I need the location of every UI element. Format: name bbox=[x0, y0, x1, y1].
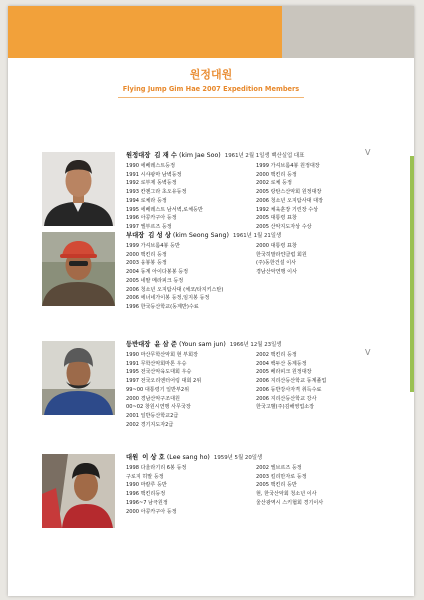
career-line: 구로지 히말 등정 bbox=[126, 473, 164, 480]
member-photo-deputy bbox=[42, 232, 115, 306]
member-birth: 1961년 2월 1일생 백산실업 대표 bbox=[224, 153, 305, 159]
career-line: 2005 베라피크 원정대장 bbox=[256, 369, 312, 376]
portrait-leader bbox=[42, 152, 115, 226]
career-line: 2000 경남산악구조대원 bbox=[126, 395, 180, 402]
page-header bbox=[8, 66, 414, 93]
member-birth: 1961년 1월 21일생 bbox=[232, 233, 282, 239]
career-line: 2001 일반등산학교2급 bbox=[126, 412, 179, 419]
career-line: 2000 맥킨리 등정 bbox=[126, 251, 167, 258]
member-career-right bbox=[256, 351, 396, 412]
member-career-right bbox=[256, 464, 396, 508]
career-line: 1999 가셔브롬4봉 등반 bbox=[126, 243, 180, 249]
career-line: 00~02 창원시연맹 사무국장 bbox=[126, 404, 191, 411]
page-title: 원정대원 bbox=[189, 68, 233, 81]
header-band-grey bbox=[282, 6, 414, 58]
career-line: 2005 네팔 메라피크 등정 bbox=[126, 277, 184, 284]
career-line: 한국히말라얀클럽 회원 bbox=[256, 251, 307, 258]
career-line: 2006 등반강사자격 취득수료 bbox=[256, 386, 322, 393]
member-birth: 1959년 5월 20일생 bbox=[213, 455, 263, 461]
member-info-member bbox=[126, 454, 396, 515]
member-career-left bbox=[126, 464, 256, 516]
side-accent-bar bbox=[410, 156, 414, 392]
career-line: 2000 맥킨리 등정 bbox=[256, 171, 297, 178]
member-heading bbox=[126, 232, 396, 240]
career-line: 1991 무학산악회마톤 우승 bbox=[126, 360, 187, 367]
career-line: 2006 청소년 오지탐사대 (체코/타지키스탄) bbox=[126, 286, 224, 293]
career-line: 2005 맥킨리 등반 bbox=[256, 482, 297, 489]
career-line: 경남산악연맹 이사 bbox=[256, 269, 297, 276]
member-name: 윤 삼 준 bbox=[154, 341, 177, 348]
career-line: 2002 경기지도자2급 bbox=[126, 421, 174, 428]
header-band-orange bbox=[8, 6, 282, 58]
document-page bbox=[8, 6, 414, 596]
member-career-right bbox=[256, 242, 396, 277]
portrait-member bbox=[42, 454, 115, 528]
member-birth: 1966년 12월 23일생 bbox=[229, 342, 282, 348]
career-line: 1995 에베레스트 남서벽,로체등반 bbox=[126, 206, 203, 213]
member-heading bbox=[126, 454, 396, 462]
career-line: 2006 지리산등산학교 강사 bbox=[256, 395, 317, 402]
career-line: 2002 맥킨리 등정 bbox=[256, 352, 297, 358]
career-line: 1993 칸첸그라 초오유등정 bbox=[126, 189, 187, 196]
member-role: 등반대장 bbox=[126, 341, 151, 348]
career-line: 1991 시샤팡마 남벽등정 bbox=[126, 171, 182, 178]
member-info-leader bbox=[126, 152, 396, 230]
member-role: 원정대장 bbox=[126, 152, 151, 159]
career-line: 2003 킬리만자로 등정 bbox=[256, 473, 307, 480]
portrait-climbing-leader bbox=[42, 341, 115, 415]
member-photo-leader bbox=[42, 152, 115, 226]
career-line: 울산광역시 스키협회 경기이사 bbox=[256, 499, 324, 506]
member-photo-member bbox=[42, 454, 115, 528]
career-line: 1992 체육훈장 기린장 수상 bbox=[256, 206, 319, 213]
career-line: 2006 에너네가이봉 등정,임지봉 등정 bbox=[126, 295, 210, 302]
career-line: 1997 전국오리엔터어링 대회 2위 bbox=[126, 378, 202, 385]
career-line: 1994 로체라 등정 bbox=[126, 197, 167, 204]
career-line: 2005 대통령 표창 bbox=[256, 215, 297, 222]
member-career-left bbox=[126, 351, 256, 429]
member-name: 김 성 상 bbox=[148, 232, 171, 239]
career-line: 1996 아콩카구아 등정 bbox=[126, 215, 177, 222]
career-line: 2006 지리산등산학교 동계졸업 bbox=[256, 378, 327, 385]
member-name-en: (Youn sam jun) bbox=[179, 341, 226, 348]
member-role: 부대장 bbox=[126, 232, 145, 239]
career-line: 1992 로부제 동벽등정 bbox=[126, 180, 177, 187]
member-info-deputy bbox=[126, 232, 396, 310]
member-career-left bbox=[126, 162, 256, 232]
career-line: 1999 가셔브롬4봉 원정대장 bbox=[256, 163, 320, 169]
career-line: 2002 로체 등정 bbox=[256, 180, 292, 187]
member-name-en: (Lee sang ho) bbox=[166, 454, 210, 461]
career-line: 한국고벨(주)김해영업소장 bbox=[256, 404, 315, 411]
member-info-climbing-leader bbox=[126, 341, 396, 428]
member-name: 김 재 수 bbox=[154, 152, 177, 159]
career-line: 2002 엘브르즈 등정 bbox=[256, 465, 302, 471]
career-line: 1996 맥킨리등정 bbox=[126, 491, 166, 498]
member-heading bbox=[126, 152, 396, 160]
member-heading bbox=[126, 341, 396, 349]
career-line: 1990 마산무학산악회 현 부회장 bbox=[126, 352, 198, 358]
career-line: 2005 랑탄스산악회 원정대장 bbox=[256, 189, 322, 196]
career-line: 1990 에베레스트등정 bbox=[126, 163, 176, 169]
career-line: 1990 마칼루 등반 bbox=[126, 482, 167, 489]
career-line: 2006 청소년 오지탐사대 대장 bbox=[256, 197, 324, 204]
member-career-right bbox=[256, 162, 396, 232]
check-mark-icon: V bbox=[365, 348, 371, 357]
career-line: 1995 전국산악육도대회 우승 bbox=[126, 369, 192, 376]
portrait-deputy bbox=[42, 232, 115, 306]
career-line: 2003 웅봉봉 등정 bbox=[126, 260, 167, 267]
member-career-left bbox=[126, 242, 256, 312]
career-line: 1998 다울라기리 6봉 등정 bbox=[126, 465, 187, 471]
member-name: 이 상 호 bbox=[142, 454, 165, 461]
check-mark-icon: V bbox=[365, 148, 371, 157]
career-line: 1997 엘부르즈 등정 bbox=[126, 223, 172, 230]
member-name-en: (kim Jae Soo) bbox=[179, 152, 221, 159]
career-line: 2000 대통령 표창 bbox=[256, 243, 297, 249]
career-line: 2004 백두산 동계등정 bbox=[256, 360, 307, 367]
header-divider bbox=[118, 97, 304, 98]
member-role: 대원 bbox=[126, 454, 139, 461]
career-line: 2004 동계 아이다봉봉 등정 bbox=[126, 269, 189, 276]
career-line: 99~00 대통령기 일반부2위 bbox=[126, 386, 190, 393]
member-name-en: (kim Seong Sang) bbox=[172, 232, 229, 239]
page-subtitle: Flying Jump Gim Hae 2007 Expedition Members bbox=[122, 85, 300, 93]
career-line: 2000 아콩카구아 등정 bbox=[126, 508, 177, 515]
career-line: 1996~7 남극원정 bbox=[126, 499, 168, 506]
career-line: 2005 산악지도자상 수상 bbox=[256, 223, 312, 230]
career-line: 1996 한국등산학교(동계반)수료 bbox=[126, 303, 199, 310]
member-photo-climbing-leader bbox=[42, 341, 115, 415]
career-line: 현, 한국산악회 청소년 이사 bbox=[256, 491, 317, 498]
career-line: (주)동한건설 이사 bbox=[256, 260, 297, 267]
